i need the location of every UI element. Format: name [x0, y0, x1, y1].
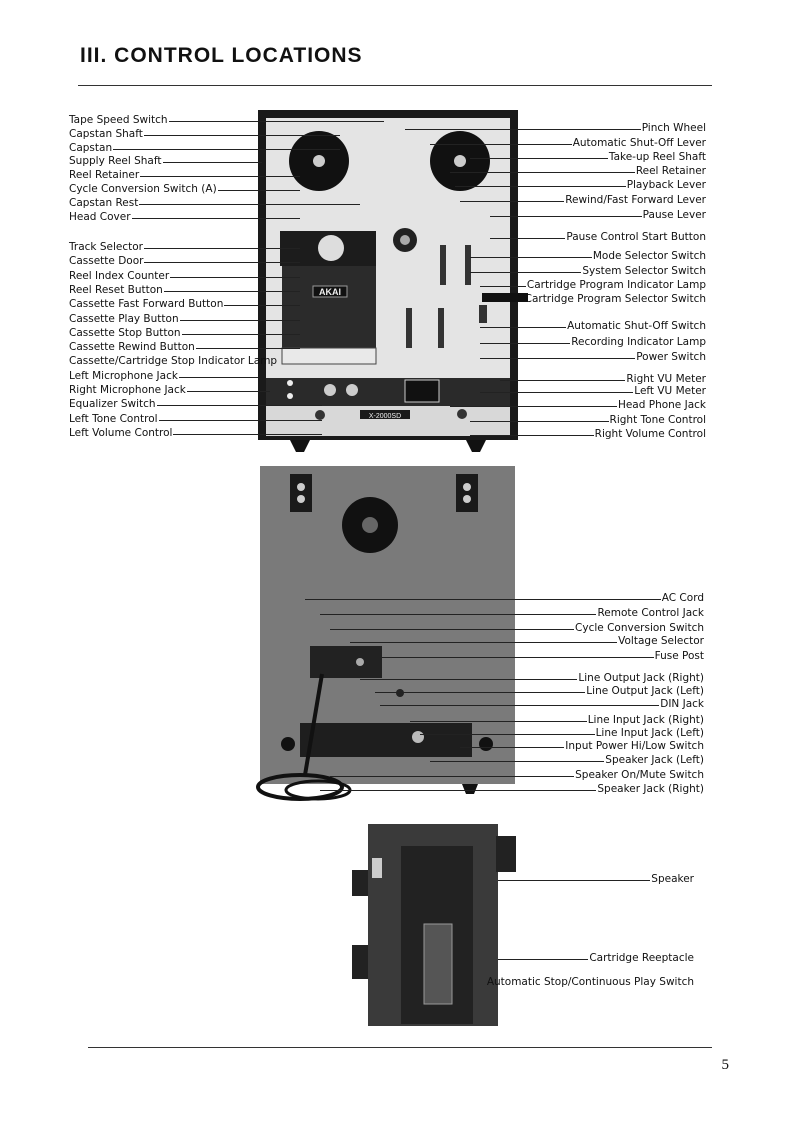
- label-system-selector-switch: System Selector Switch: [582, 265, 706, 277]
- leader-line: [470, 257, 592, 258]
- leader-line: [173, 434, 322, 435]
- label-left-microphone-jack: Left Microphone Jack: [69, 370, 178, 382]
- leader-line: [460, 201, 564, 202]
- leader-line: [180, 320, 300, 321]
- label-automatic-shut-off-switch: Automatic Shut-Off Switch: [567, 320, 706, 332]
- leader-line: [132, 218, 300, 219]
- bottom-rule: [88, 1047, 712, 1048]
- label-tape-speed-switch: Tape Speed Switch: [69, 114, 168, 126]
- leader-line: [480, 343, 570, 344]
- label-din-jack: DIN Jack: [660, 698, 704, 710]
- leader-line: [320, 614, 596, 615]
- leader-line: [405, 129, 641, 130]
- leader-line: [305, 599, 661, 600]
- label-cartridge-program-selector-switch: Cartridge Program Selector Switch: [524, 293, 706, 305]
- leader-line: [157, 405, 322, 406]
- label-power-switch: Power Switch: [636, 351, 706, 363]
- label-remote-control-jack: Remote Control Jack: [597, 607, 704, 619]
- leader-line: [480, 392, 633, 393]
- label-reel-retainer: Reel Retainer: [69, 169, 140, 181]
- label-speaker-on-mute-switch: Speaker On/Mute Switch: [575, 769, 704, 781]
- label-cassette-stop-button: Cassette Stop Button: [69, 327, 181, 339]
- leader-line: [144, 135, 340, 136]
- label-cassette-play-button: Cassette Play Button: [69, 313, 179, 325]
- label-left-vu-meter: Left VU Meter: [634, 385, 706, 397]
- leader-line: [350, 642, 617, 643]
- leader-line: [330, 776, 574, 777]
- leader-line: [330, 629, 574, 630]
- label-capstan-shaft: Capstan Shaft: [69, 128, 143, 140]
- leader-line: [169, 121, 384, 122]
- label-head-phone-jack: Head Phone Jack: [617, 399, 706, 411]
- leader-line: [163, 162, 262, 163]
- leader-line: [498, 880, 650, 881]
- label-supply-reel-shaft: Supply Reel Shaft: [69, 155, 162, 167]
- page-number: 5: [721, 1057, 729, 1073]
- label-cycle-conversion-switch: Cycle Conversion Switch: [575, 622, 704, 634]
- leader-line: [380, 705, 659, 706]
- label-voltage-selector: Voltage Selector: [618, 635, 704, 647]
- label-cassette-cartridge-stop-indicator-lamp: Cassette/Cartridge Stop Indicator Lamp: [69, 355, 278, 367]
- label-speaker-jack-left: Speaker Jack (Left): [605, 754, 704, 766]
- leader-line: [139, 204, 360, 205]
- leader-line: [490, 216, 642, 217]
- leader-line: [113, 149, 340, 150]
- leader-line: [159, 420, 322, 421]
- leader-line: [410, 721, 587, 722]
- label-reel-index-counter: Reel Index Counter: [69, 270, 170, 282]
- leader-line: [470, 158, 608, 159]
- label-take-up-reel-shaft: Take-up Reel Shaft: [608, 151, 706, 163]
- leader-line: [196, 348, 300, 349]
- leader-line: [179, 377, 258, 378]
- leader-line: [144, 262, 300, 263]
- label-pause-control-start-button: Pause Control Start Button: [566, 231, 706, 243]
- label-capstan: Capstan: [69, 142, 113, 154]
- label-input-power-hi-low-switch: Input Power Hi/Low Switch: [565, 740, 704, 752]
- label-cartridge-program-indicator-lamp: Cartridge Program Indicator Lamp: [526, 279, 706, 291]
- leader-line: [170, 277, 300, 278]
- label-mode-selector-switch: Mode Selector Switch: [592, 250, 706, 262]
- label-track-selector: Track Selector: [69, 241, 143, 253]
- label-ac-cord: AC Cord: [661, 592, 704, 604]
- leader-line: [360, 657, 654, 658]
- label-equalizer-switch: Equalizer Switch: [69, 398, 156, 410]
- leader-line: [470, 421, 609, 422]
- leader-line: [360, 679, 577, 680]
- label-line-output-jack-left: Line Output Jack (Left): [586, 685, 704, 697]
- leader-line: [164, 291, 300, 292]
- leader-line: [480, 286, 526, 287]
- label-cassette-door: Cassette Door: [69, 255, 144, 267]
- label-line-input-jack-left: Line Input Jack (Left): [595, 727, 704, 739]
- section-title: III. CONTROL LOCATIONS: [80, 44, 363, 67]
- label-right-vu-meter: Right VU Meter: [626, 373, 706, 385]
- leader-line: [224, 305, 300, 306]
- label-line-input-jack-right: Line Input Jack (Right): [587, 714, 704, 726]
- label-rewind-fast-forward-lever: Rewind/Fast Forward Lever: [565, 194, 706, 206]
- label-reel-reset-button: Reel Reset Button: [69, 284, 163, 296]
- label-right-microphone-jack: Right Microphone Jack: [69, 384, 186, 396]
- label-line-output-jack-right: Line Output Jack (Right): [578, 672, 704, 684]
- label-right-tone-control: Right Tone Control: [609, 414, 706, 426]
- leader-line: [455, 186, 626, 187]
- leader-line: [498, 959, 588, 960]
- label-recording-indicator-lamp: Recording Indicator Lamp: [571, 336, 706, 348]
- label-capstan-rest: Capstan Rest: [69, 197, 139, 209]
- side-view-photo: [352, 824, 516, 1026]
- leader-line: [450, 172, 635, 173]
- leader-line: [490, 238, 565, 239]
- label-cassette-fast-forward-button: Cassette Fast Forward Button: [69, 298, 224, 310]
- label-cassette-rewind-button: Cassette Rewind Button: [69, 341, 195, 353]
- rear-panel-photo: [258, 466, 515, 799]
- leader-line: [420, 734, 595, 735]
- deck-model: X-2000SD: [368, 413, 402, 420]
- front-panel-photo: [258, 110, 528, 452]
- deck-brand: AKAI: [319, 287, 341, 297]
- leader-line: [450, 406, 617, 407]
- label-fuse-post: Fuse Post: [654, 650, 704, 662]
- leader-line: [430, 144, 572, 145]
- leader-line: [140, 176, 300, 177]
- leader-line: [480, 358, 635, 359]
- leader-line: [218, 190, 300, 191]
- leader-line: [430, 761, 604, 762]
- leader-line: [182, 334, 300, 335]
- leader-line: [144, 248, 300, 249]
- leader-line: [470, 435, 594, 436]
- label-reel-retainer: Reel Retainer: [635, 165, 706, 177]
- leader-line: [375, 692, 585, 693]
- label-playback-lever: Playback Lever: [626, 179, 706, 191]
- label-cycle-conversion-switch-a: Cycle Conversion Switch (A): [69, 183, 217, 195]
- label-right-volume-control: Right Volume Control: [594, 428, 706, 440]
- leader-line: [320, 790, 596, 791]
- label-automatic-shut-off-lever: Automatic Shut-Off Lever: [572, 137, 706, 149]
- label-pause-lever: Pause Lever: [642, 209, 706, 221]
- leader-line: [470, 272, 581, 273]
- label-automatic-stop-continuous-play-switch: Automatic Stop/Continuous Play Switch: [486, 976, 694, 988]
- leader-line: [500, 380, 625, 381]
- label-left-tone-control: Left Tone Control: [69, 413, 158, 425]
- label-pinch-wheel: Pinch Wheel: [641, 122, 706, 134]
- label-speaker: Speaker: [651, 873, 694, 885]
- label-cartridge-reeptacle: Cartridge Reeptacle: [589, 952, 694, 964]
- leader-line: [460, 747, 564, 748]
- leader-line: [480, 327, 566, 328]
- leader-line: [187, 391, 270, 392]
- label-speaker-jack-right: Speaker Jack (Right): [597, 783, 704, 795]
- label-left-volume-control: Left Volume Control: [69, 427, 173, 439]
- label-head-cover: Head Cover: [69, 211, 131, 223]
